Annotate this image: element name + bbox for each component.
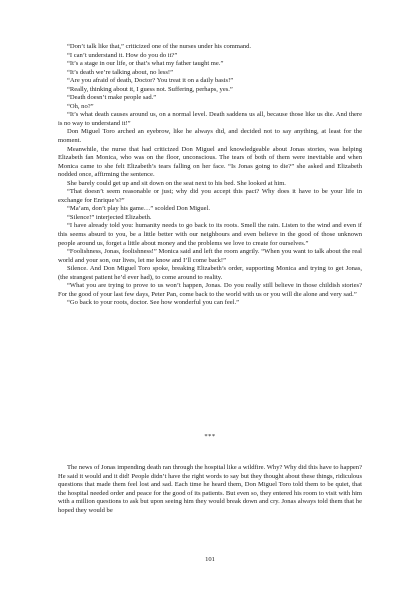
second-section-text [58,464,362,515]
paragraph: She barely could get up and sit down on the seat next to his bed. She looked at him. [67,179,286,187]
paragraph: “Ma’am, don’t play his game…” scolded Don Miguel. [67,205,210,213]
paragraph: “What you are trying to prove to us won’t happen, Jonas. Do you really still believe in those childish stories? For the good of your last few days, Peter Pan, come back to the world with us or you will die alone and very sad.” [58,282,362,298]
paragraph: “Go back to your roots, doctor. See how wonderful you can feel.” [67,299,239,307]
paragraph: “Oh, no?” [67,102,94,110]
paragraph: Silence. And Don Miguel Toro spoke, breaking Elizabeth’s order, supporting Monica and trying to get Jonas, (the strangest patient he’d ever had), to come around to reality. [58,265,362,281]
paragraph: “Don’t talk like that,” criticized one of the nurses under his command. [67,43,252,50]
paragraph: “Really, thinking about it, I guess not. Suffering, perhaps, yes.” [67,85,233,93]
paragraph: “I have already told you: humanity needs to go back to its roots. Smell the rain. Listen to the wind and even if this seems absurd to you, be a little better with our neighbours and even believe in the good of those unknown people around us, forget a little about money and the problems we love to create for ourselves.” [58,222,362,247]
paragraph: “It’s what death causes around us, on a normal level. Death saddens us all, because those like us die. And there is no way to understand it!” [58,111,362,127]
paragraph: “I can’t understand it. How do you do it?” [67,51,178,59]
paragraph: The news of Jonas impending death ran through the hospital like a wildfire. Why? Why did this have to happen? He said it would and it did! People didn’t have the right words to say but they thought about these things, ridiculous questions that made them feel lost and sad. Each time he heard them, Don Miguel Toro told them to be quiet, that the hospital needed order and peace for the good of its patients. But even so, they entered his room to visit with him with a million questions to ask but upon seeing him they would break down and cry. Jonas always told them that he hoped they would be [58,464,362,514]
paragraph: Don Miguel Toro arched an eyebrow, like he always did, and decided not to say anything, at least for the moment. [58,128,362,145]
paragraph: “Foolishness, Jonas, foolishness!” Monica said and left the room angrily. “When you want to talk about the real world and your son, our lives, let me know and I’ll come back!” [58,248,362,264]
page-number: 101 [205,556,215,563]
paragraph: “Death doesn’t make people sad.” [67,94,157,102]
section-separator: *** [204,433,216,440]
paragraph: Meanwhile, the nurse that had criticized Don Miguel and knowledgeable about Jonas stories, was helping Elizabeth fan Monica, who was on the floor, unconscious. The tears of both of them were inevitable and when Monica came to she felt Elizabeth’s tears falling on her face. “Is Jonas going to die?” she asked and Elizabeth nodded once, affirming the sentence. [58,145,362,179]
paragraph: “Silence!” interjected Elizabeth. [67,213,152,221]
paragraph: “It’s a stage in our life, or that’s what my father taught me.” [67,60,224,68]
main-text [58,43,362,308]
paragraph: “Are you afraid of death, Doctor? You treat it on a daily basis!” [67,77,234,85]
paragraph: “That doesn’t seem reasonable or just; why did you accept this pact? Why does it have to be your life in exchange for Enrique’s?” [58,188,362,204]
paragraph: “It’s death we’re talking about, no less!” [67,68,173,76]
